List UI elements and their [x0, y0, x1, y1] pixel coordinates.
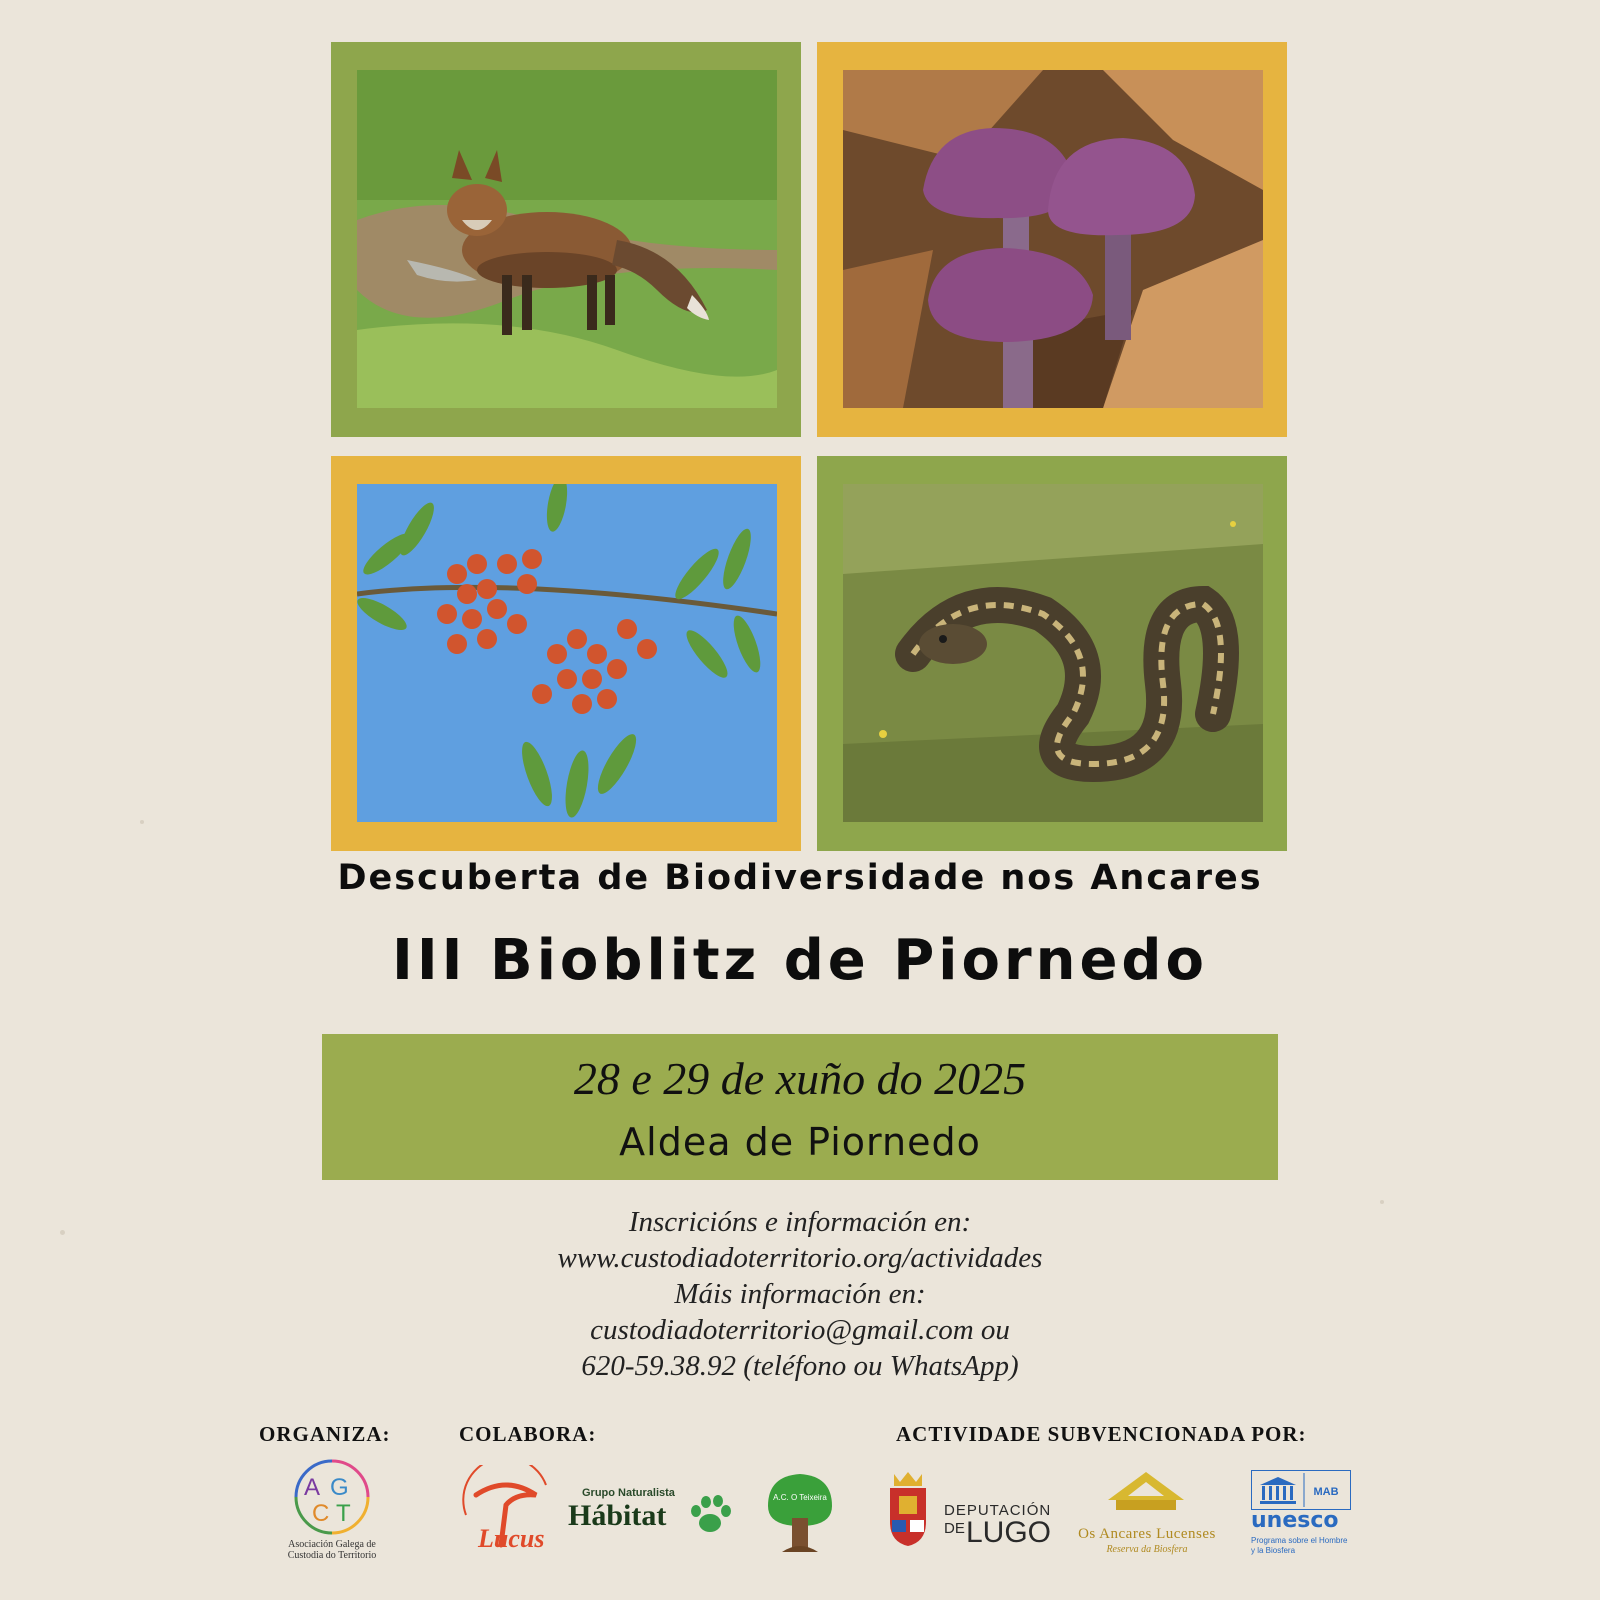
- unesco-emblem: [1251, 1470, 1351, 1510]
- event-date: 28 e 29 de xuño do 2025: [573, 1053, 1027, 1104]
- acgt-caption-line1: Asociación Galega de: [288, 1539, 376, 1550]
- lucus-wordmark: Lucus: [478, 1524, 545, 1553]
- info-line-more: Máis información en:: [674, 1278, 926, 1310]
- acgt-logo: [284, 1455, 380, 1539]
- teixeira-text: A.C. O Teixeira: [773, 1493, 827, 1502]
- info-website-link[interactable]: www.custodiadoterritorio.org/actividades: [557, 1242, 1043, 1274]
- event-date-band: [322, 1034, 1278, 1180]
- photo-frame-mushrooms: [817, 42, 1287, 437]
- paw-icon: [686, 1491, 732, 1537]
- colabora-label: COLABORA:: [459, 1422, 597, 1446]
- habitat-wordmark: Hábitat: [568, 1499, 667, 1532]
- fox-photo: [357, 70, 777, 408]
- acgt-caption-line2: Custodia do Territorio: [287, 1550, 377, 1561]
- viper-photo: [843, 484, 1263, 822]
- event-place: Aldea de Piornedo: [619, 1120, 981, 1164]
- lugo-text: LUGO: [966, 1516, 1052, 1549]
- lucus-logo: [456, 1465, 552, 1557]
- organiza-label: ORGANIZA:: [259, 1422, 391, 1446]
- page-title: III Bioblitz de Piornedo: [392, 928, 1208, 993]
- mushrooms-photo: [843, 70, 1263, 408]
- info-email-link[interactable]: custodiadoterritorio@gmail.com ou: [590, 1314, 1010, 1346]
- rowan-berries-photo: [357, 484, 777, 822]
- photo-frame-rowan: [331, 456, 801, 851]
- paper-speck: [140, 820, 144, 824]
- ancares-logo: [1106, 1470, 1186, 1512]
- svg-text:G: G: [330, 1474, 349, 1501]
- ancares-subtext: Reserva da Biosfera: [1106, 1544, 1188, 1555]
- unesco-subtext: [1251, 1536, 1347, 1556]
- svg-text:T: T: [336, 1500, 351, 1527]
- subvencionada-label: ACTIVIDADE SUBVENCIONADA POR:: [896, 1422, 1307, 1446]
- svg-text:C: C: [312, 1500, 330, 1527]
- photo-frame-fox: [331, 42, 801, 437]
- lugo-coat-of-arms: [886, 1470, 930, 1548]
- unesco-subtext-line1: Programa sobre el Hombre: [1251, 1536, 1348, 1545]
- mab-text: MAB: [1313, 1486, 1339, 1498]
- info-line-registration: Inscricións e información en:: [628, 1206, 972, 1238]
- svg-text:A: A: [304, 1474, 321, 1501]
- unesco-subtext-line2: y la Biosfera: [1251, 1546, 1296, 1555]
- deputacion-text: DEPUTACIÓN: [944, 1502, 1052, 1519]
- habitat-logo: [566, 1487, 736, 1547]
- deputacion-de-text: DE: [944, 1520, 965, 1537]
- info-phone: 620-59.38.92 (teléfono ou WhatsApp): [581, 1350, 1019, 1382]
- acgt-caption: [262, 1539, 402, 1561]
- ancares-text: Os Ancares Lucenses: [1078, 1526, 1216, 1542]
- photo-frame-viper: [817, 456, 1287, 851]
- info-block: [0, 1204, 1600, 1384]
- teixeira-logo: [762, 1470, 838, 1554]
- subtitle: Descuberta de Biodiversidade nos Ancares: [337, 858, 1263, 898]
- habitat-small-text: Grupo Naturalista: [582, 1487, 675, 1499]
- unesco-wordmark: unesco: [1251, 1508, 1339, 1533]
